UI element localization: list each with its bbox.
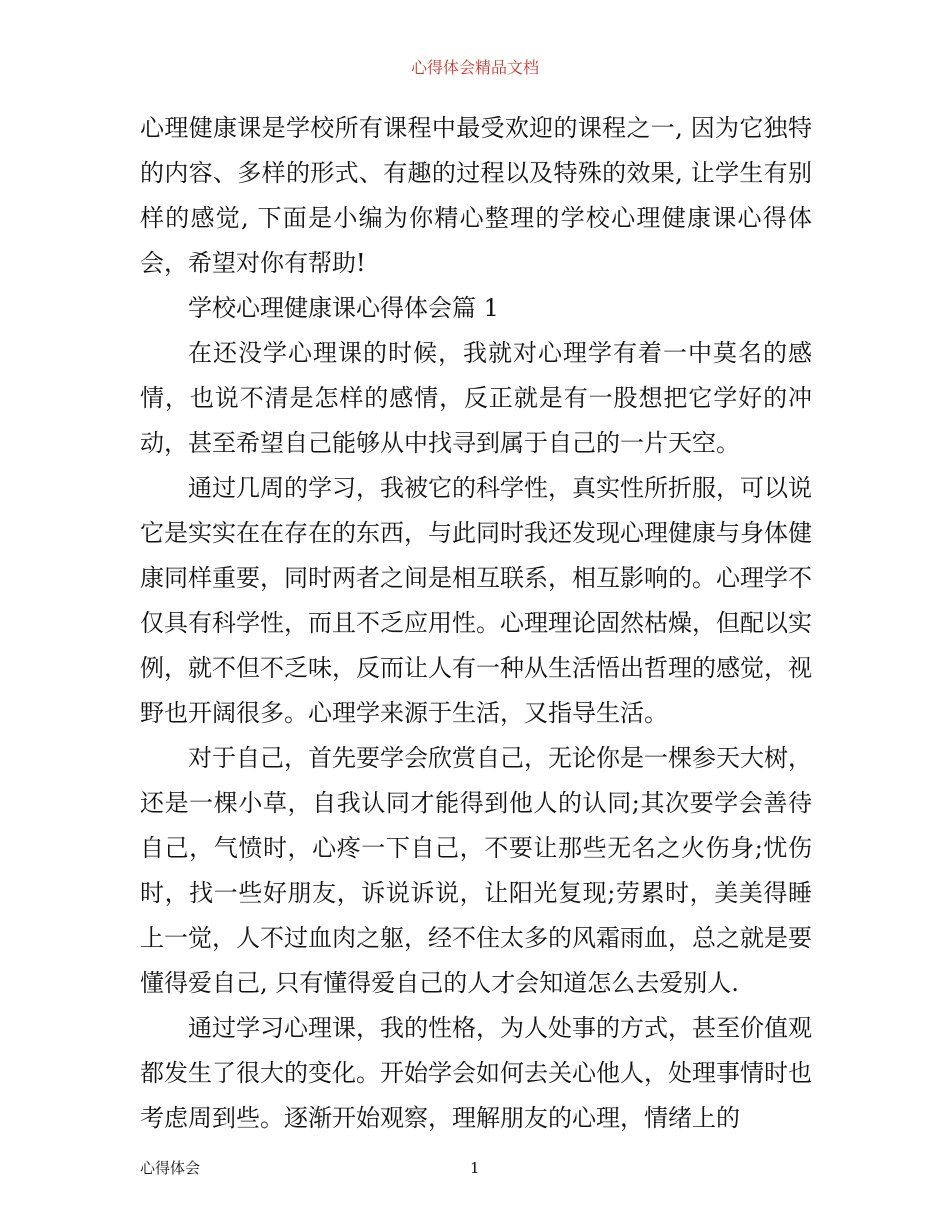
- page-footer: [140, 1156, 812, 1180]
- body-paragraph-2: 通过几周的学习，我被它的科学性，真实性所折服，可以说它是实实在在存在的东西，与此同时我还发现心理健康与身体健康同样重要，同时两者之间是相互联系，相互影响的。心理学不仅具有科学性，而且不乏应用性。心理理论固然枯燥，但配以实例，就不但不乏味，反而让人有一种从生活悟出哲理的感觉，视野也开阔很多。心理学来源于生活，又指导生活。: [140, 474, 812, 727]
- footer-label: 心得体会: [140, 1159, 201, 1177]
- body-paragraph-4: 通过学习心理课，我的性格，为人处事的方式，甚至价值观都发生了很大的变化。开始学会如何去关心他人，处理事情时也考虑周到些。逐渐开始观察，理解朋友的心理，情绪上的: [140, 1014, 812, 1132]
- page-number: 1: [470, 1159, 480, 1177]
- body-paragraph-3: 对于自己，首先要学会欣赏自己，无论你是一棵参天大树，还是一棵小草，自我认同才能得到他人的认同;其次要学会善待自己，气愤时，心疼一下自己，不要让那些无名之火伤身;忧伤时，找一些好朋友，诉说诉说，让阳光复现;劳累时，美美得睡上一觉，人不过血肉之躯，经不住太多的风霜雨血，总之就是要懂得爱自己, 只有懂得爱自己的人才会知道怎么去爱别人.: [140, 744, 812, 997]
- section-title: 学校心理健康课心得体会篇 1: [188, 294, 499, 322]
- body-paragraph-1: 在还没学心理课的时候，我就对心理学有着一中莫名的感情，也说不清是怎样的感情，反正就是有一股想把它学好的冲动，甚至希望自己能够从中找寻到属于自己的一片天空。: [140, 339, 812, 457]
- page-header-title: 心得体会精品文档: [410, 58, 539, 77]
- document-body: [140, 106, 812, 1141]
- intro-paragraph: 心理健康课是学校所有课程中最受欢迎的课程之一, 因为它独特的内容、多样的形式、有趣的过程以及特殊的效果, 让学生有别样的感觉, 下面是小编为你精心整理的学校心理健康课心得体会，希望对你有帮助!: [140, 114, 812, 277]
